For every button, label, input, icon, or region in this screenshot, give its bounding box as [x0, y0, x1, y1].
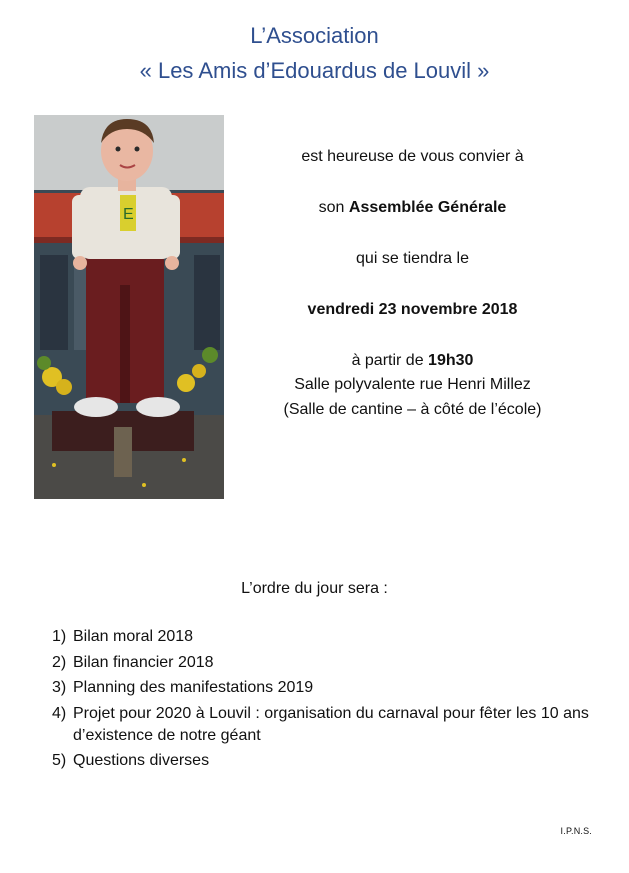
- agenda-title: L’ordre du jour sera :: [241, 580, 388, 597]
- agenda-item-number: 4): [52, 704, 67, 722]
- invitation-line-3: qui se tiendra le: [356, 250, 469, 267]
- header-association-name: « Les Amis d’Edouardus de Louvil »: [139, 58, 490, 83]
- invitation-line-1: est heureuse de vous convier à: [301, 148, 524, 165]
- event-venue: Salle polyvalente rue Henri Millez: [294, 376, 531, 393]
- footer-ipns: I.P.N.S.: [560, 826, 592, 836]
- invitation-line-2: [240, 197, 585, 219]
- agenda-item-text: Projet pour 2020 à Louvil : organisation du carnaval pour fêter les 10 ans d’existence de notre géant: [73, 704, 589, 744]
- agenda-list: [52, 626, 602, 776]
- agenda-item-text: Bilan moral 2018: [73, 628, 194, 645]
- agenda-item-number: 2): [52, 653, 67, 671]
- svg-text:E: E: [123, 206, 134, 223]
- agenda-item-number: 3): [52, 679, 67, 696]
- agenda-item-text: Planning des manifestations 2019: [73, 679, 314, 696]
- event-time-value: 19h30: [428, 352, 474, 369]
- event-date: [240, 299, 585, 321]
- agenda-item-number: 1): [52, 628, 67, 645]
- agenda-item-number: 5): [52, 752, 67, 769]
- agenda-item-text: Bilan financier 2018: [73, 653, 214, 671]
- assembly-name: Assemblée Générale: [348, 199, 507, 216]
- event-time-prefix: à partir de: [351, 352, 429, 369]
- event-venue-note: (Salle de cantine – à côté de l’école): [283, 401, 542, 418]
- agenda-item: [52, 677, 602, 699]
- event-time: [240, 350, 585, 372]
- header-association-label: L’Association: [250, 23, 379, 48]
- agenda-item: [52, 626, 602, 648]
- event-date-text: vendredi 23 novembre 2018: [307, 301, 518, 318]
- giant-puppet-photo: [34, 115, 224, 499]
- agenda-item: [52, 750, 602, 772]
- agenda-item: [52, 652, 602, 674]
- agenda-item: [52, 703, 602, 747]
- agenda-item-text: Questions diverses: [73, 752, 210, 769]
- invitation-line-2-prefix: son: [318, 199, 349, 216]
